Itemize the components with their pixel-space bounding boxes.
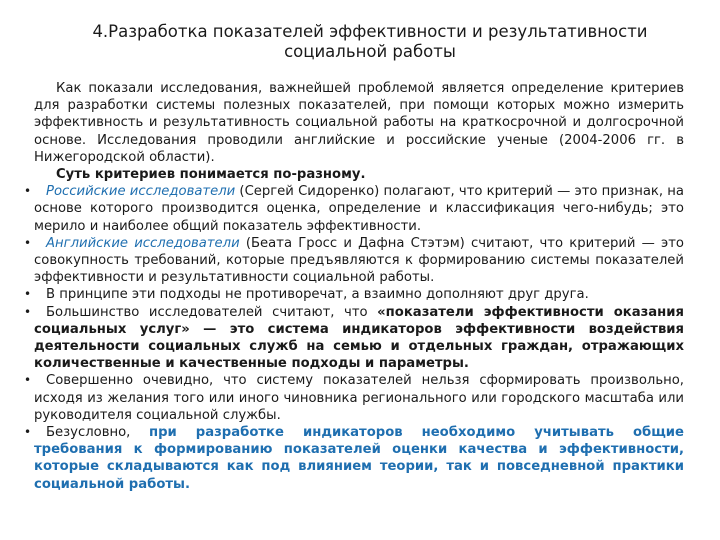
bullet-obvious — [24, 372, 684, 424]
english-researchers-label: Английские исследователи — [46, 235, 240, 251]
bullet-russian — [24, 183, 684, 235]
bullet-certainly — [24, 424, 684, 493]
bullet-majority — [24, 304, 684, 373]
russian-researchers-text: (Сергей Сидоренко) полагают, что критерий — это признак, на основе которого производится оценка, определение и классификация чего-нибудь; это мерило и наиболее общий показатель эффективности. — [34, 184, 684, 234]
bullet-dot-icon: • — [24, 373, 32, 388]
obvious-text: Совершенно очевидно, что систему показателей нельзя сформировать произвольно, исходя из желания того или иного чиновника регионального или городского масштаба или руководителя социальной службы. — [34, 373, 684, 423]
bullet-approaches — [24, 286, 684, 303]
russian-researchers-label: Российские исследователи — [46, 184, 236, 200]
title-line-2: социальной работы — [284, 42, 456, 61]
certainly-text: Безусловно, — [46, 425, 149, 441]
bullet-dot-icon: • — [24, 304, 32, 319]
bullet-dot-icon: • — [24, 425, 32, 440]
english-researchers-text: (Беата Гросс и Дафна Стэтэм) считают, что критерий — это совокупность требований, которые предъявляются к формированию системы показателей эффективности и результативности социальной работы. — [34, 235, 684, 286]
bullet-dot-icon: • — [24, 235, 32, 250]
majority-definition: «показатели эффективности оказания социальных услуг» — это система индикаторов эффективности воздействия деятельности социальных служб на семью и отдельных граждан, отражающих количественные и качественные подходы и параметры. — [34, 304, 684, 372]
approaches-text: В принципе эти подходы не противоречат, а взаимно дополняют друг друга. — [46, 287, 589, 303]
certainly-highlight: при разработке индикаторов необходимо учитывать общие требования к формированию показателей оценки качества и эффективности, которые складываются как под влиянием теории, так и повседневной практики социальной работы. — [34, 425, 684, 492]
bullet-dot-icon: • — [24, 184, 32, 199]
intro-paragraph: Как показали исследования, важнейшей проблемой является определение критериев для разработки системы полезных показателей, при помощи которых можно измерить эффективность и результативность социальной работы на краткосрочной и долгосрочной основе. Исследования проводили английские и российские ученые (2004-2006 гг. в Нижегородской области). — [34, 81, 684, 165]
essence-line: Суть критериев понимается по-разному. — [56, 167, 366, 183]
bullet-english — [24, 235, 684, 287]
slide-body — [24, 80, 684, 493]
majority-text: Большинство исследователей считают, что — [46, 304, 378, 320]
slide-title — [40, 22, 700, 62]
bullet-dot-icon: • — [24, 287, 32, 302]
title-line-1: 4.Разработка показателей эффективности и результативности — [92, 22, 648, 41]
